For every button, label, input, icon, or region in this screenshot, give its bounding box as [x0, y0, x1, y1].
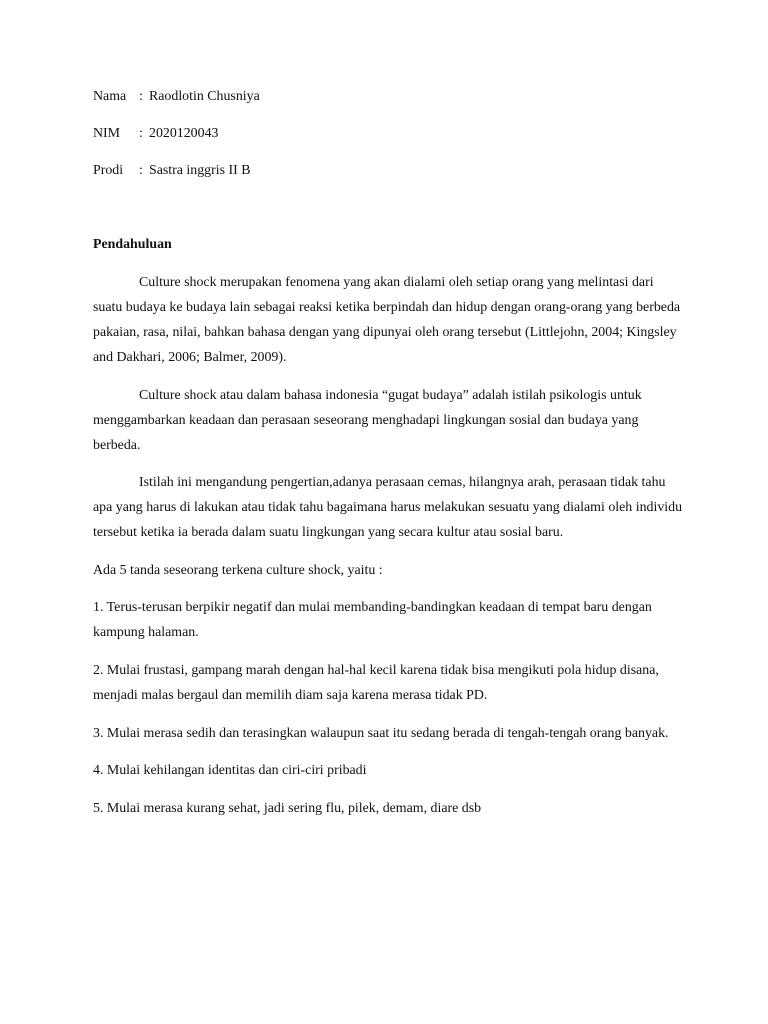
- list-item: 1. Terus-terusan berpikir negatif dan mulai membanding-bandingkan keadaan di tempat baru dengan kampung halaman.: [93, 600, 652, 641]
- section-body: [93, 270, 685, 833]
- paragraph: Culture shock atau dalam bahasa indonesia “gugat budaya” adalah istilah psikologis untuk menggambarkan keadaan dan perasaan seseorang menghadapi lingkungan sosial dan budaya yang berbeda.: [93, 387, 642, 453]
- info-label: NIM: [93, 126, 121, 141]
- info-separator: :: [139, 89, 143, 104]
- info-value: Sastra inggris II B: [149, 163, 251, 178]
- section-heading: Pendahuluan: [93, 237, 172, 252]
- list-item: 5. Mulai merasa kurang sehat, jadi sering flu, pilek, demam, diare dsb: [93, 800, 482, 816]
- info-row-nama: [93, 84, 693, 121]
- student-info: [93, 84, 693, 195]
- list-intro: Ada 5 tanda seseorang terkena culture shock, yaitu :: [93, 562, 383, 578]
- info-row-nim: [93, 121, 693, 158]
- list-item: 2. Mulai frustasi, gampang marah dengan hal-hal kecil karena tidak bisa mengikuti pola hidup disana, menjadi malas bergaul dan memilih diam saja karena merasa tidak PD.: [93, 662, 659, 703]
- info-row-prodi: [93, 158, 693, 195]
- info-value: 2020120043: [149, 126, 219, 141]
- list-item: 4. Mulai kehilangan identitas dan ciri-ciri pribadi: [93, 763, 367, 779]
- paragraph: Culture shock merupakan fenomena yang akan dialami oleh setiap orang yang melintasi dari suatu budaya ke budaya lain sebagai reaksi ketika berpindah dan hidup dengan orang-orang yang berbeda pakaian, rasa, nilai, bahkan bahasa dengan yang dipunyai oleh orang tersebut (Littlejohn, 2004; Kingsley and Dakhari, 2006; Balmer, 2009).: [93, 275, 681, 365]
- info-label: Prodi: [93, 163, 124, 178]
- info-label: Nama: [93, 89, 127, 104]
- info-separator: :: [139, 126, 143, 141]
- info-value: Raodlotin Chusniya: [149, 89, 260, 104]
- list-item: 3. Mulai merasa sedih dan terasingkan walaupun saat itu sedang berada di tengah-tengah orang banyak.: [93, 725, 669, 741]
- paragraph: Istilah ini mengandung pengertian,adanya perasaan cemas, hilangnya arah, perasaan tidak tahu apa yang harus di lakukan atau tidak tahu bagaimana harus melakukan sesuatu yang dialami oleh individu tersebut ketika ia berada dalam suatu lingkungan yang secara kultur atau sosial baru.: [93, 475, 683, 541]
- info-separator: :: [139, 163, 143, 178]
